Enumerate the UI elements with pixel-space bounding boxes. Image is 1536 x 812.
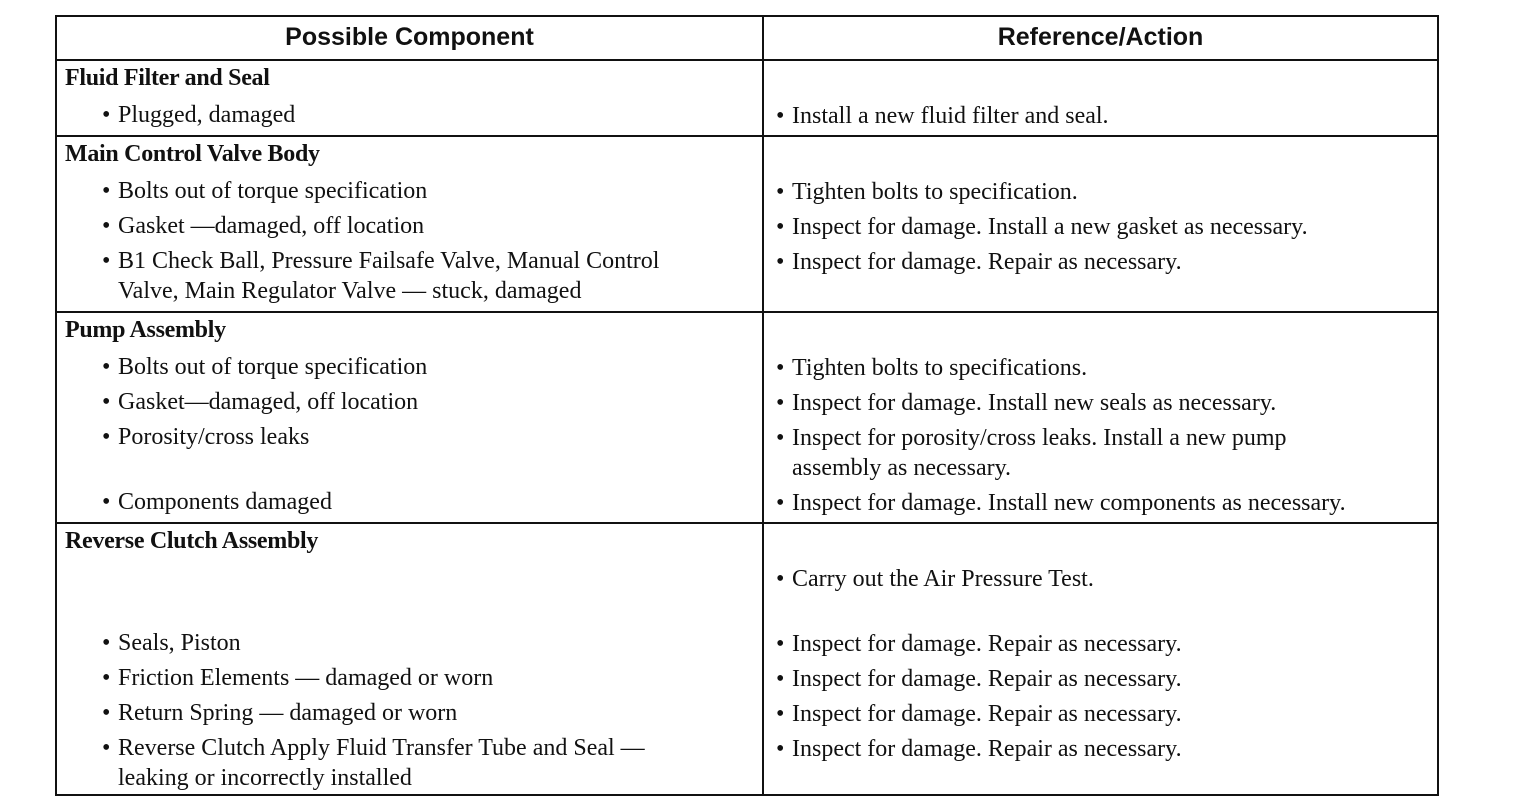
action-item: • Inspect for damage. Install new components as necessary. [776, 490, 1346, 516]
column-header-action: Reference/Action [997, 23, 1204, 51]
action-item: • Inspect for damage. Install a new gasket as necessary. [776, 214, 1308, 240]
action-item: • Install a new fluid filter and seal. [776, 103, 1109, 129]
section-reverse-clutch-actions [764, 522, 1437, 794]
section-main-control-actions [764, 135, 1437, 311]
column-header-component: Possible Component [57, 17, 764, 59]
action-item: • Tighten bolts to specification. [776, 179, 1078, 205]
section-reverse-clutch-components [57, 522, 764, 794]
diagnosis-table [55, 15, 1439, 796]
section-title: Reverse Clutch Assembly [65, 528, 319, 554]
action-item: • Inspect for damage. Install new seals as necessary. [776, 390, 1277, 416]
section-fluid-filter-actions [764, 59, 1437, 135]
component-item: • Components damaged [102, 489, 332, 515]
component-item: • Gasket—damaged, off location [102, 389, 419, 415]
component-item: • Plugged, damaged [102, 102, 296, 128]
component-item: • Bolts out of torque specification [102, 354, 428, 380]
component-item: • Porosity/cross leaks [102, 424, 310, 450]
component-item: • Return Spring — damaged or worn [102, 700, 458, 726]
component-item: • Bolts out of torque specification [102, 178, 428, 204]
section-main-control-components [57, 135, 764, 311]
action-item: • Inspect for porosity/cross leaks. Install a new pump assembly as necessary. [776, 425, 1287, 481]
section-title: Main Control Valve Body [65, 141, 320, 167]
component-item: • Gasket —damaged, off location [102, 213, 425, 239]
action-item: • Inspect for damage. Repair as necessary. [776, 666, 1182, 692]
section-pump-components [57, 311, 764, 522]
general-action-item: • Carry out the Air Pressure Test. [776, 566, 1094, 592]
section-pump-actions [764, 311, 1437, 522]
component-item: • Seals, Piston [102, 630, 241, 656]
action-item: • Inspect for damage. Repair as necessary. [776, 631, 1182, 657]
section-title: Fluid Filter and Seal [65, 65, 270, 91]
action-item: • Inspect for damage. Repair as necessary. [776, 736, 1182, 762]
component-item: • B1 Check Ball, Pressure Failsafe Valve, Manual Control Valve, Main Regulator Valve — stuck, damaged [102, 248, 660, 304]
component-item: • Friction Elements — damaged or worn [102, 665, 494, 691]
action-item: • Inspect for damage. Repair as necessary. [776, 701, 1182, 727]
section-title: Pump Assembly [65, 317, 226, 343]
action-item: • Inspect for damage. Repair as necessary. [776, 249, 1182, 275]
section-fluid-filter-components [57, 59, 764, 135]
component-item: • Reverse Clutch Apply Fluid Transfer Tube and Seal — leaking or incorrectly installed [102, 735, 645, 791]
action-item: • Tighten bolts to specifications. [776, 355, 1088, 381]
